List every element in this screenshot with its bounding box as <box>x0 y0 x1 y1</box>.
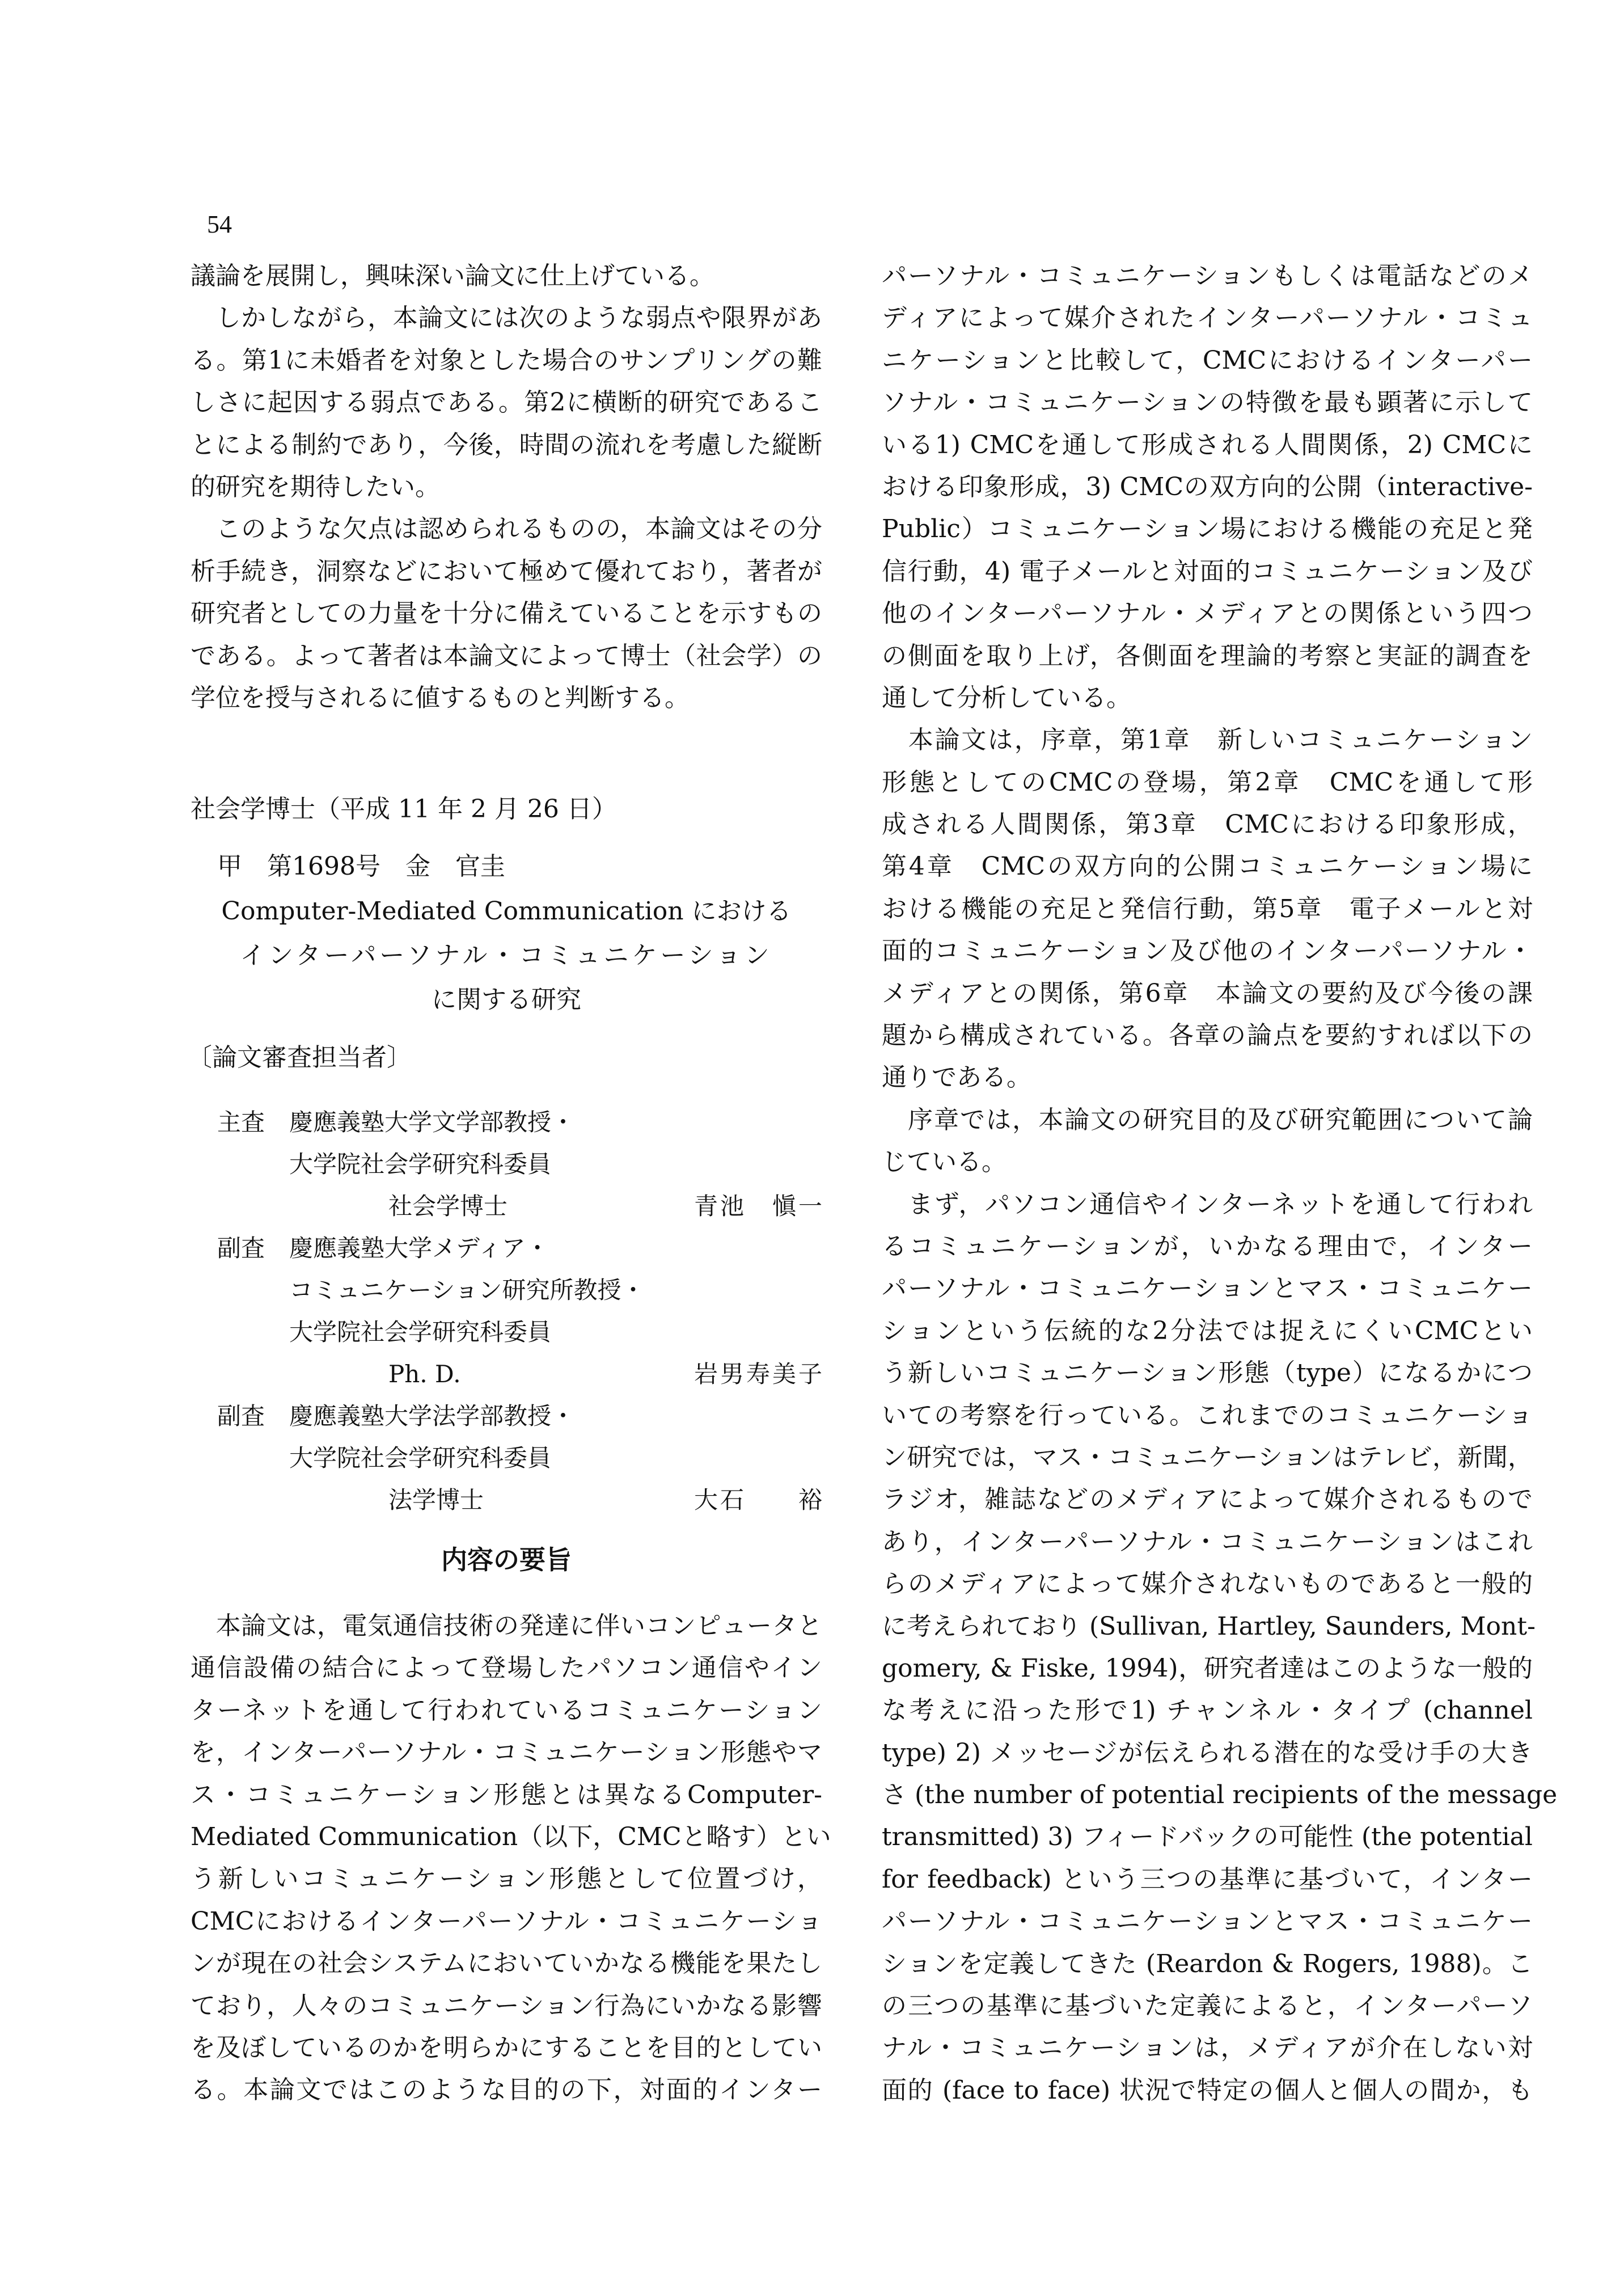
text-line: ナル・コミュニケーションは，メディアが介在しない対 <box>882 2033 1533 2063</box>
text-line: ディアによって媒介されたインターパーソナル・コミュ <box>882 303 1533 333</box>
text-line: ており，人々のコミュニケーション行為にいかなる影響 <box>191 1991 822 2020</box>
text-line: じている。 <box>882 1147 1006 1177</box>
examiner-affiliation: 慶應義塾大学法学部教授・ <box>289 1402 576 1430</box>
text-line: 信行動，4) 電子メールと対面的コミュニケーション及び <box>882 556 1533 586</box>
text-line: るコミュニケーションが，いかなる理由で，インター <box>882 1231 1533 1261</box>
text-line: 面的コミュニケーション及び他のインターパーソナル・ <box>882 936 1533 966</box>
examiner-degree: 社会学博士 <box>388 1192 508 1220</box>
examiner-degree: Ph. D. <box>388 1360 461 1388</box>
text-line: とによる制約であり，今後，時間の流れを考慮した縦断 <box>191 430 822 459</box>
text-line: 本論文は，序章，第1章 新しいコミュニケーション <box>882 725 1533 755</box>
examiner-name: 大石 裕 <box>694 1486 822 1514</box>
right-column-text <box>882 255 1558 2112</box>
text-line: ターネットを通して行われているコミュニケーション <box>191 1695 822 1725</box>
left-top-paragraphs <box>191 255 822 719</box>
text-line: な考えに沿った形で1) チャンネル・タイプ (channel <box>882 1696 1533 1725</box>
text-line: 序章では，本論文の研究目的及び研究範囲について論 <box>882 1105 1533 1134</box>
thesis-title-line-2: インターパーソナル・コミュニケーション <box>240 941 773 970</box>
examiner-role: 副査 <box>217 1402 265 1430</box>
thesis-title-line-1: Computer-Mediated Communication における <box>221 897 792 926</box>
page-number: 54 <box>207 210 232 238</box>
text-line: 析手続き，洞察などにおいて極めて優れており，著者が <box>191 556 822 586</box>
text-line: る。第1に未婚者を対象とした場合のサンプリングの難 <box>191 345 822 375</box>
text-line: ションを定義してきた (Reardon & Rogers, 1988)。こ <box>882 1949 1533 1978</box>
text-line: transmitted) 3) フィードバックの可能性 (the potential <box>882 1822 1533 1852</box>
text-line: を，インターパーソナル・コミュニケーション形態やマ <box>191 1738 822 1767</box>
text-line: である。よって著者は本論文によって博士（社会学）の <box>191 641 822 670</box>
text-line: 成される人間関係，第3章 CMCにおける印象形成， <box>882 810 1533 839</box>
text-line: 題から構成されている。各章の論点を要約すれば以下の <box>882 1021 1533 1050</box>
text-line: ン研究では，マス・コミュニケーションはテレビ，新聞， <box>882 1442 1533 1472</box>
text-line: for feedback) という三つの基準に基づいて，インター <box>882 1864 1533 1894</box>
examiner-affiliation: 大学院社会学研究科委員 <box>289 1318 552 1346</box>
summary-heading: 内容の要旨 <box>441 1544 572 1575</box>
text-line: type) 2) メッセージが伝えられる潜在的な受け手の大き <box>882 1738 1533 1767</box>
text-line: の三つの基準に基づいた定義によると，インターパーソ <box>882 1991 1533 2021</box>
examiner-role: 副査 <box>217 1234 265 1262</box>
text-line: る。本論文ではこのような目的の下，対面的インター <box>191 2075 822 2105</box>
text-line: このような欠点は認められるものの，本論文はその分 <box>191 514 822 544</box>
text-line: あり，インターパーソナル・コミュニケーションはこれ <box>882 1527 1533 1556</box>
degree-heading: 社会学博士（平成 11 年 2 月 26 日） <box>191 795 617 824</box>
examiner-affiliation: 慶應義塾大学メディア・ <box>289 1234 549 1262</box>
examiner-affiliation: 大学院社会学研究科委員 <box>289 1150 552 1178</box>
text-line: いる1) CMCを通して形成される人間関係，2) CMCに <box>882 430 1533 459</box>
text-line: 形態としてのCMCの登場，第2章 CMCを通して形 <box>882 767 1533 797</box>
text-line: に考えられており (Sullivan, Hartley, Saunders, Mont- <box>882 1611 1536 1641</box>
examiner-affiliation: 大学院社会学研究科委員 <box>289 1444 552 1472</box>
text-line: おける機能の充足と発信行動，第5章 電子メールと対 <box>882 894 1533 923</box>
text-line: CMCにおけるインターパーソナル・コミュニケーショ <box>191 1906 822 1936</box>
text-line: ニケーションと比較して，CMCにおけるインターパー <box>882 345 1533 375</box>
text-line: おける印象形成，3) CMCの双方向的公開（interactive- <box>882 472 1533 501</box>
text-line: しかしながら，本論文には次のような弱点や限界があ <box>191 303 822 333</box>
text-line: ンが現在の社会システムにおいていかなる機能を果たし <box>191 1949 822 1978</box>
text-line: 研究者としての力量を十分に備えていることを示すもの <box>191 599 822 628</box>
text-line: を及ぼしているのかを明らかにすることを目的としてい <box>191 2033 822 2062</box>
text-line: ス・コミュニケーション形態とは異なるComputer- <box>191 1780 822 1809</box>
left-bottom-paragraph <box>191 1605 831 2112</box>
text-line: パーソナル・コミュニケーションとマス・コミュニケー <box>882 1274 1533 1303</box>
text-line: しさに起因する弱点である。第2に横断的研究であるこ <box>191 388 822 417</box>
text-line: 他のインターパーソナル・メディアとの関係という四つ <box>882 599 1533 628</box>
examiner-affiliation: 慶應義塾大学文学部教授・ <box>289 1108 576 1136</box>
text-line: いての考察を行っている。これまでのコミュニケーショ <box>882 1400 1533 1430</box>
text-line: まず，パソコン通信やインターネットを通して行われ <box>882 1189 1533 1219</box>
examiner-role: 主査 <box>217 1108 265 1136</box>
text-line: らのメディアによって媒介されないものであると一般的 <box>882 1569 1533 1599</box>
text-line: 面的 (face to face) 状況で特定の個人と個人の間か，も <box>882 2075 1533 2105</box>
text-line: gomery, & Fiske, 1994)，研究者達はこのような一般的 <box>882 1653 1533 1683</box>
thesis-title-line-3: に関する研究 <box>432 985 581 1014</box>
text-line: う新しいコミュニケーション形態として位置づけ， <box>191 1864 822 1894</box>
text-line: パーソナル・コミュニケーションとマス・コミュニケー <box>882 1907 1533 1936</box>
examiner-name: 青池 愼一 <box>694 1192 822 1220</box>
text-line: Public）コミュニケーション場における機能の充足と発 <box>882 514 1533 544</box>
text-line: Mediated Communication（以下，CMCと略す）とい <box>191 1822 831 1851</box>
examiner-affiliation: コミュニケーション研究所教授・ <box>289 1276 645 1304</box>
text-line: 学位を授与されるに値するものと判断する。 <box>191 683 690 712</box>
text-line: う新しいコミュニケーション形態（type）になるかにつ <box>882 1358 1533 1388</box>
examiner-name: 岩男寿美子 <box>694 1360 822 1388</box>
text-line: 通して分析している。 <box>882 683 1131 712</box>
text-line: ラジオ，雑誌などのメディアによって媒介されるもので <box>882 1485 1533 1514</box>
text-line: ソナル・コミュニケーションの特徴を最も顕著に示して <box>882 388 1533 417</box>
text-line: メディアとの関係，第6章 本論文の要約及び今後の課 <box>882 978 1533 1008</box>
text-line: 的研究を期待したい。 <box>191 472 440 501</box>
thesis-number-line: 甲 第1698号 金 官圭 <box>217 852 505 881</box>
examiners-heading: 〔論文審査担当者〕 <box>187 1043 412 1072</box>
text-line: さ (the number of potential recipients of the message <box>882 1780 1558 1810</box>
text-line: の側面を取り上げ，各側面を理論的考察と実証的調査を <box>882 641 1533 670</box>
text-line: 通信設備の結合によって登場したパソコン通信やイン <box>191 1653 822 1683</box>
text-line: パーソナル・コミュニケーションもしくは電話などのメ <box>882 261 1533 290</box>
text-line: 通りである。 <box>882 1063 1031 1092</box>
text-line: 本論文は，電気通信技術の発達に伴いコンピュータと <box>191 1611 822 1640</box>
text-line: 第4章 CMCの双方向的公開コミュニケーション場に <box>882 852 1533 881</box>
examiner-degree: 法学博士 <box>388 1486 484 1514</box>
text-line: ションという伝統的な2分法では捉えにくいCMCとい <box>882 1316 1533 1345</box>
text-line: 議論を展開し，興味深い論文に仕上げている。 <box>191 261 714 290</box>
